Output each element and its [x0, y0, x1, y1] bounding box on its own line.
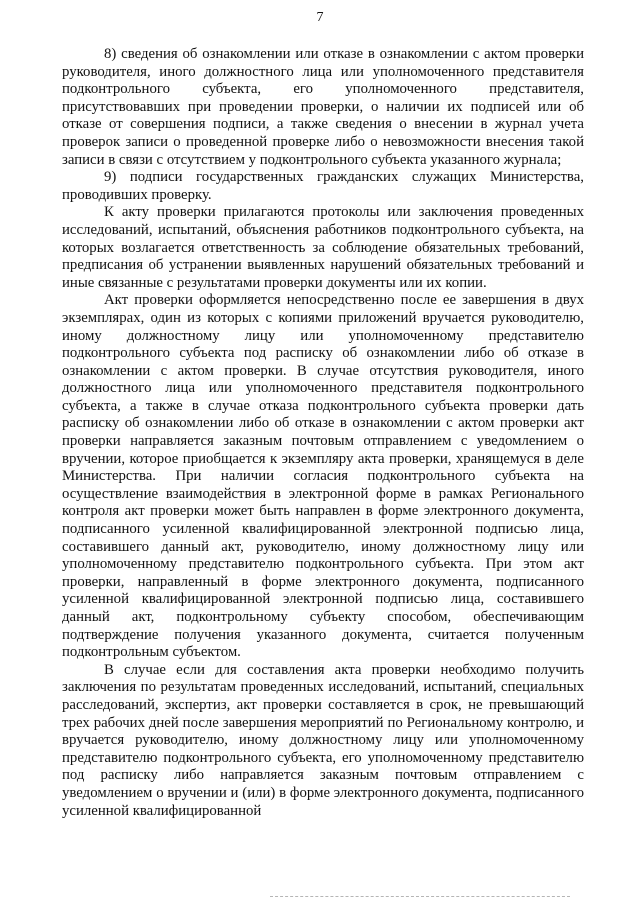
bottom-scan-line [270, 896, 570, 898]
paragraph-item-8: 8) сведения об ознакомлении или отказе в ознакомлении с актом проверки руководителя, иного должностного лица или уполномоченного представителя подконтрольного субъекта, его уполномоченного представителя, присутствовавших при проведении проверки, о наличии их подписей или об отказе от совершения подписи, а также сведения о внесении в журнал учета проверок записи о проведенной проверке либо о невозможности внесения такой записи в связи с отсутствием у подконтрольного субъекта указанного журнала; [62, 46, 584, 168]
paragraph-attachments: К акту проверки прилагаются протоколы или заключения проведенных исследований, испытаний, объяснения работников подконтрольного субъекта, на которых возлагается ответственность за соблюдение обязательных требований, предписания об устранении выявленных нарушений обязательных требований и иные связанные с результатами проверки документы или их копии. [62, 204, 584, 291]
paragraph-item-9: 9) подписи государственных гражданских служащих Министерства, проводивших проверку. [62, 169, 584, 203]
paragraph-expert-conclusions: В случае если для составления акта проверки необходимо получить заключения по результатам проведенных исследований, испытаний, специальных расследований, экспертиз, акт проверки составляется в срок, не превышающий трех рабочих дней после завершения мероприятий по Региональному контролю, и вручается руководителю, иному должностному лицу или уполномоченному представителю подконтрольного субъекта, его уполномоченному представителю под расписку либо направляется заказным почтовым отправлением с уведомлением о вручении и (или) в форме электронного документа, подписанного усиленной квалифицированной [62, 661, 584, 819]
paragraph-act-execution: Акт проверки оформляется непосредственно после ее завершения в двух экземплярах, один из которых с копиями приложений вручается руководителю, иному должностному лицу или уполномоченному представителю подконтрольного субъекта под расписку об ознакомлении либо об отказе в ознакомлении с актом проверки. В случае отсутствия руководителя, иного должностного лица или уполномоченного представителя подконтрольного субъекта, а также в случае отказа подконтрольного субъекта проверки дать расписку об ознакомлении либо об отказе в ознакомлении с актом проверки акт проверки направляется заказным почтовым отправлением с уведомлением о вручении, которое приобщается к экземпляру акта проверки, хранящемуся в деле Министерства. При наличии согласия подконтрольного субъекта на осуществление взаимодействия в электронной форме в рамках Регионального контроля акт проверки может быть направлен в форме электронного документа, подписанного усиленной квалифицированной электронной подписью лица, составившего данный акт, руководителю, иному должностному лицу или уполномоченному представителю подконтрольного субъекта. При этом акт проверки, направленный в форме электронного документа, подписанного усиленной квалифицированной электронной подписью лица, составившего данный акт, подконтрольному субъекту способом, обеспечивающим подтверждение получения указанного документа, считается полученным подконтрольным субъектом. [62, 292, 584, 661]
page-number: 7 [316, 10, 324, 25]
document-body [62, 46, 584, 820]
